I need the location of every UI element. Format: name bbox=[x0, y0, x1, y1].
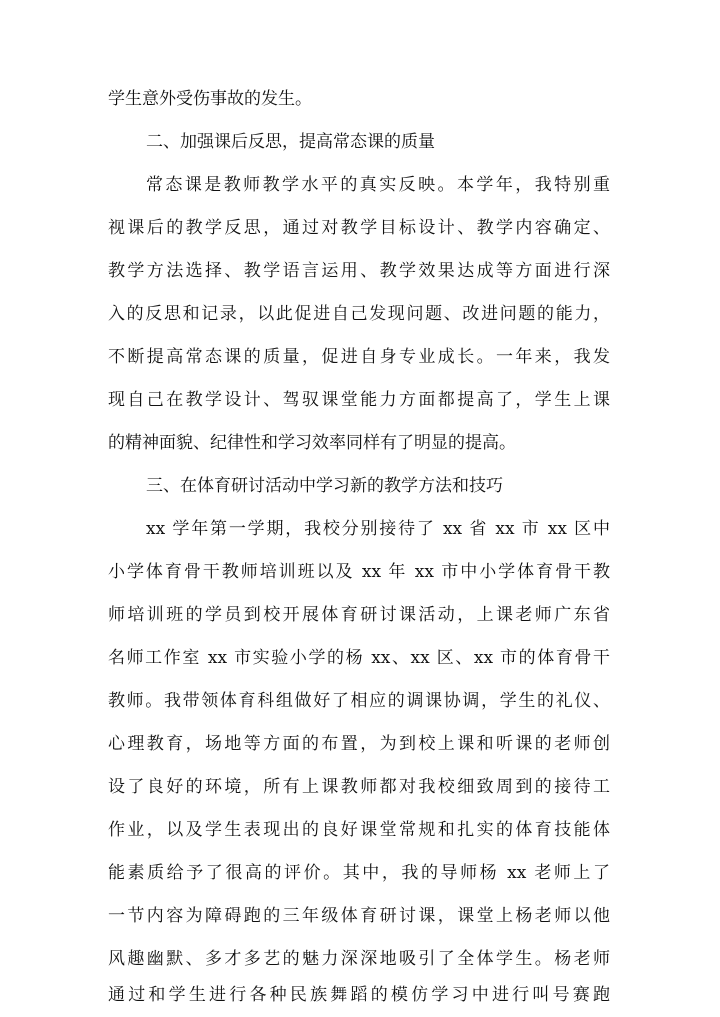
text-line: 不断提高常态课的质量，促进自身专业成长。一年来，我发 bbox=[108, 347, 610, 367]
text-line: 设了良好的环境，所有上课教师都对我校细致周到的接待工 bbox=[108, 777, 610, 797]
section-heading: 三、在体育研讨活动中学习新的教学方法和技巧 bbox=[146, 476, 503, 496]
text-line: 作业，以及学生表现出的良好课堂常规和扎实的体育技能体 bbox=[108, 820, 610, 840]
section-heading: 二、加强课后反思，提高常态课的质量 bbox=[146, 132, 435, 152]
text-line: 通过和学生进行各种民族舞蹈的模仿学习中进行叫号赛跑 bbox=[108, 985, 610, 1005]
text-line: 一节内容为障碍跑的三年级体育研讨课，课堂上杨老师以他 bbox=[108, 906, 610, 926]
text-line: 现自己在教学设计、驾驭课堂能力方面都提高了，学生上课 bbox=[108, 390, 610, 410]
text-line: 名师工作室 xx 市实验小学的杨 xx、xx 区、xx 市的体育骨干 bbox=[108, 648, 610, 668]
text-line: 能素质给予了很高的评价。其中，我的导师杨 xx 老师上了 bbox=[108, 863, 610, 883]
text-line: 教学方法选择、教学语言运用、教学效果达成等方面进行深 bbox=[108, 261, 610, 281]
text-line: 视课后的教学反思，通过对教学目标设计、教学内容确定、 bbox=[108, 218, 610, 238]
text-line: 风趣幽默、多才多艺的魅力深深地吸引了全体学生。杨老师 bbox=[108, 949, 610, 969]
text-line: 教师。我带领体育科组做好了相应的调课协调，学生的礼仪、 bbox=[108, 691, 610, 711]
text-line: 学生意外受伤事故的发生。 bbox=[108, 89, 312, 109]
text-line: 师培训班的学员到校开展体育研讨课活动，上课老师广东省 bbox=[108, 605, 610, 625]
text-line: 入的反思和记录，以此促进自己发现问题、改进问题的能力， bbox=[108, 304, 610, 324]
text-line: 的精神面貌、纪律性和学习效率同样有了明显的提高。 bbox=[108, 433, 516, 453]
text-line: 常态课是教师教学水平的真实反映。本学年，我特别重 bbox=[146, 175, 610, 195]
text-line: xx 学年第一学期，我校分别接待了 xx 省 xx 市 xx 区中 bbox=[146, 519, 610, 539]
text-line: 心理教育，场地等方面的布置，为到校上课和听课的老师创 bbox=[108, 734, 610, 754]
text-line: 小学体育骨干教师培训班以及 xx 年 xx 市中小学体育骨干教 bbox=[108, 562, 610, 582]
